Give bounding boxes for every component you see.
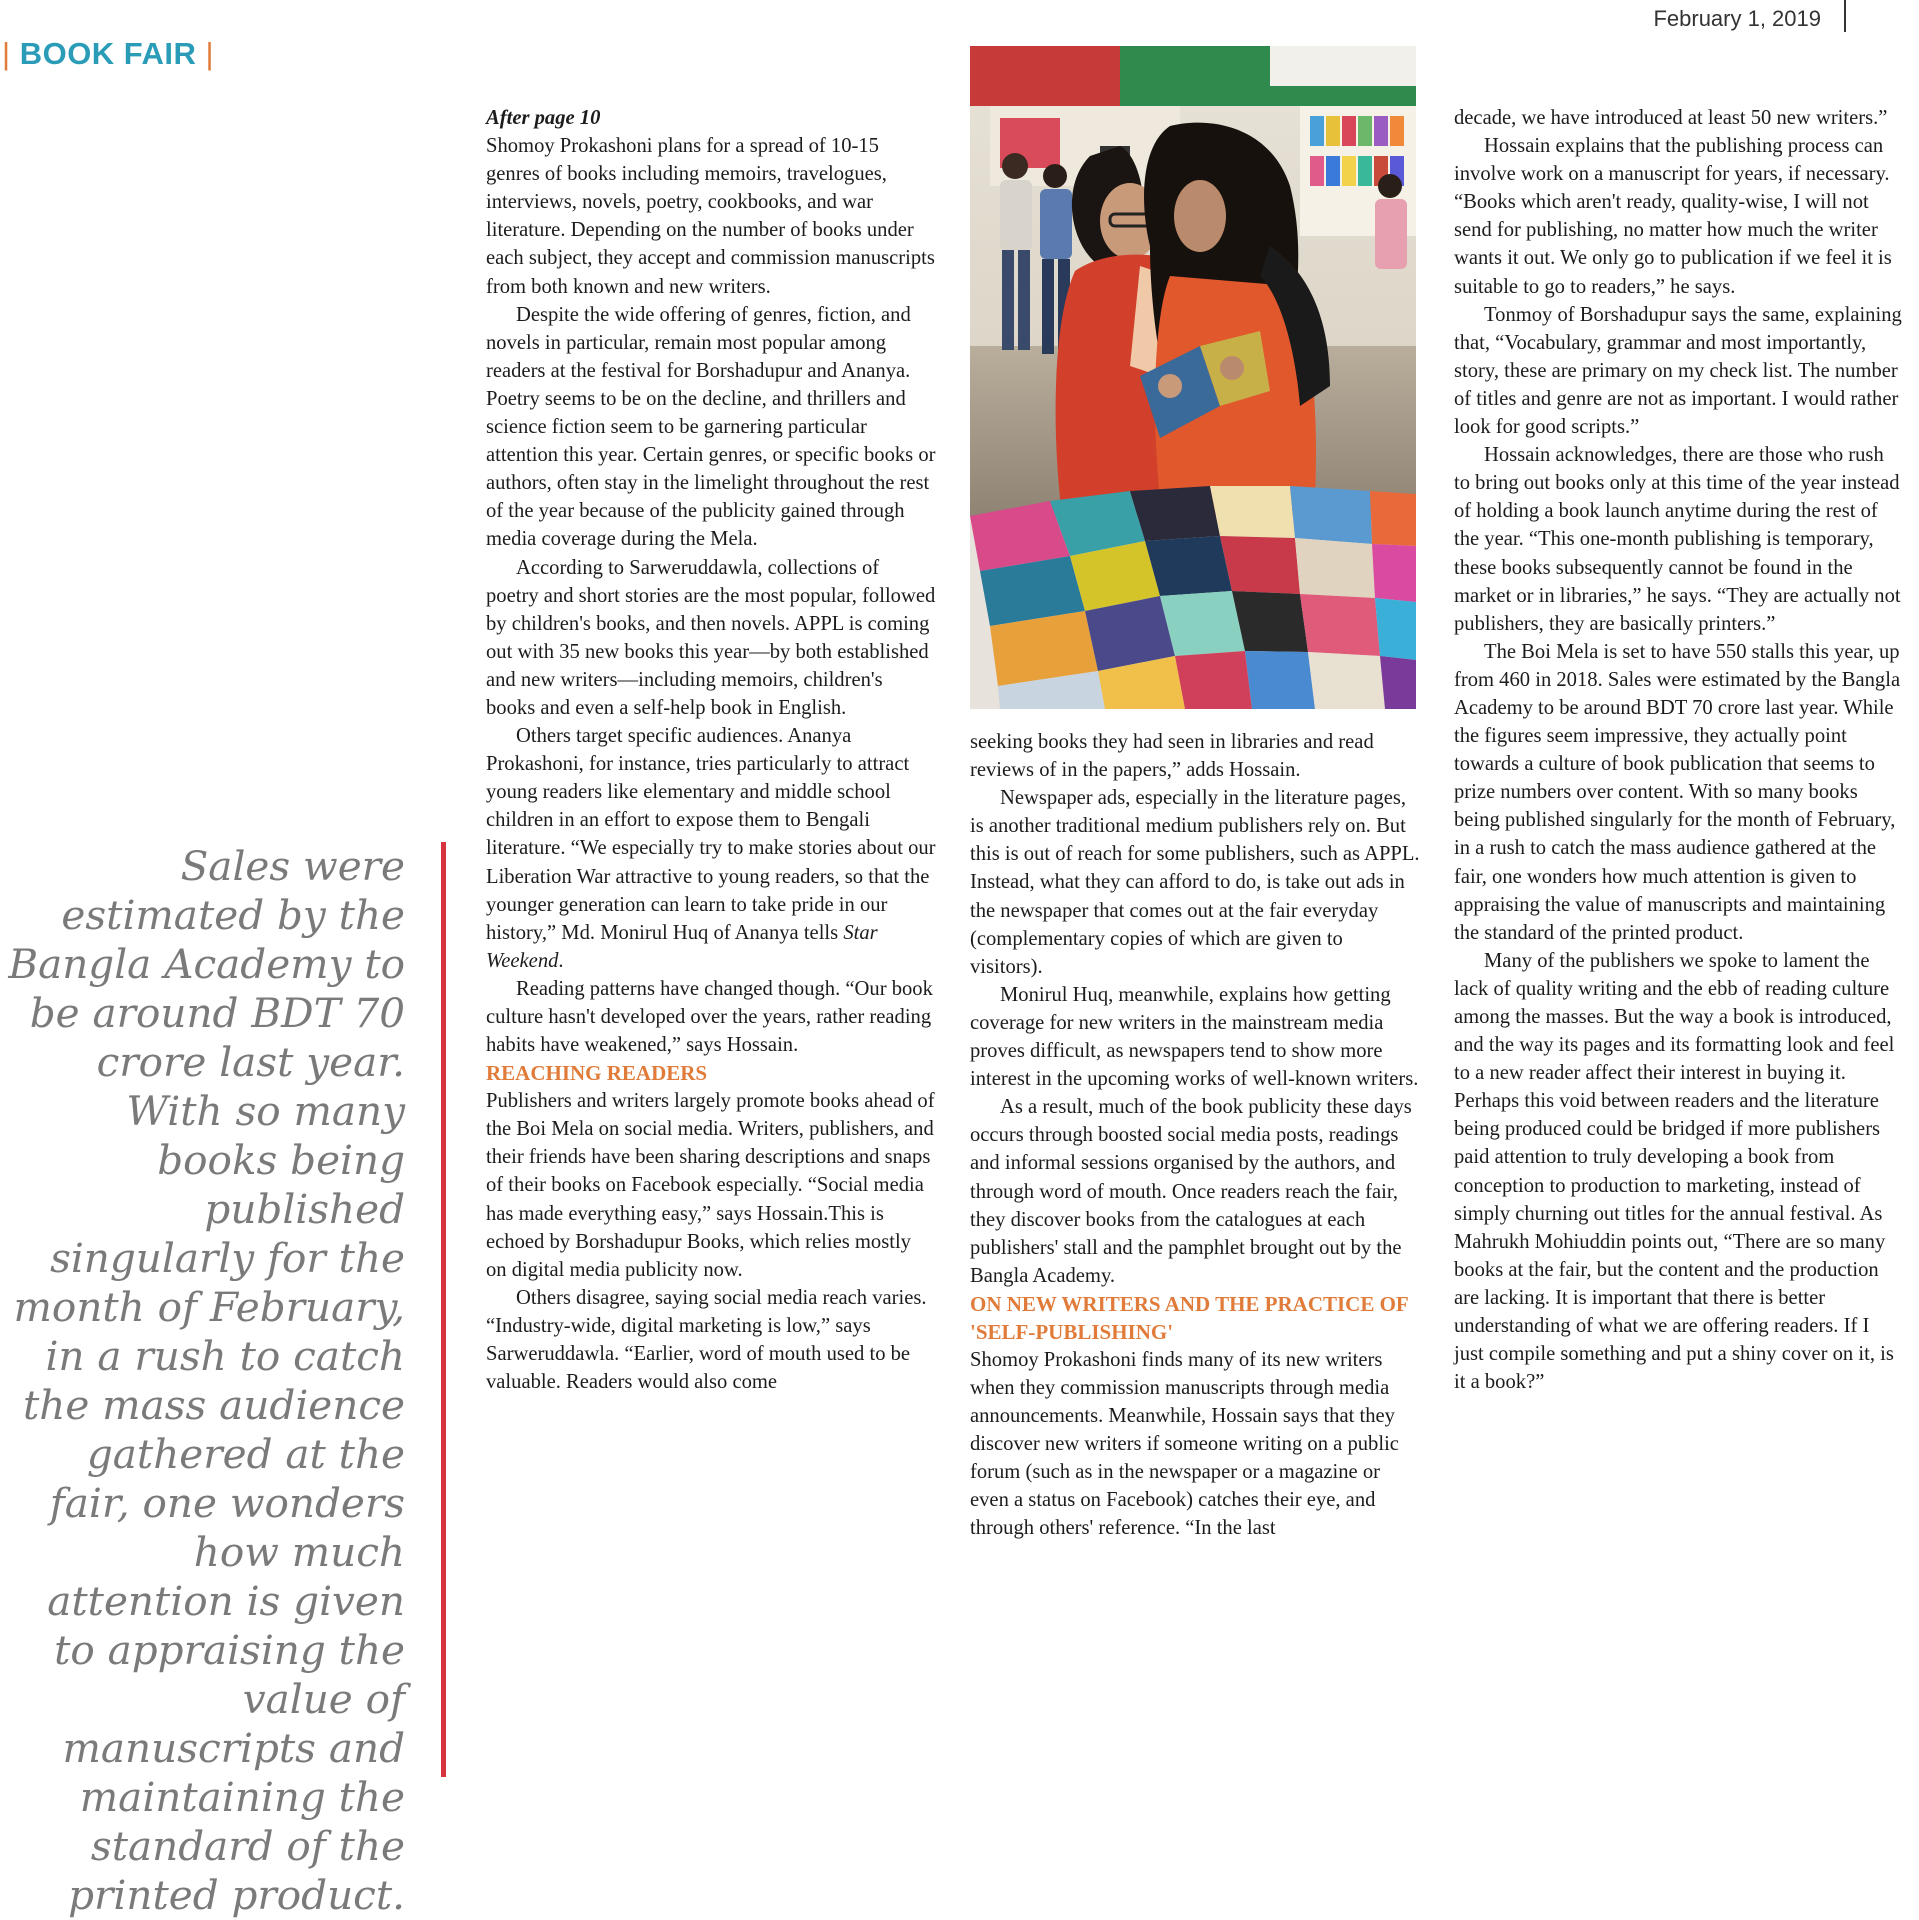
paragraph: Others target specific audiences. Ananya Prokashoni, for instance, tries particularly to attract young readers like elementary and middle school children in an effort to expose them to Bengali literature. “We especially try to make stories about our Liberation War attractive to young readers, so that the younger generation can learn to take pride in our history,” Md. Monirul Huq of Ananya tells Star Weekend. [486, 725, 936, 972]
paragraph-text: Others target specific audiences. Ananya Prokashoni, for instance, tries particularly to attract young readers like elementary and middle school children in an effort to expose them to Bengali literature. “We especially try to make stories about our Liberation War attractive to young readers, so that the younger generation can learn to take pride in our history,” Md. Monirul Huq of Ananya tells [486, 725, 936, 944]
paragraph: Tonmoy of Borshadupur says the same, explaining that, “Vocabulary, grammar and most importantly, story, these are primary on my check list. The number of titles and genre are not as important. I would rather look for good scripts.” [1454, 303, 1902, 439]
paragraph: Newspaper ads, especially in the literature pages, is another traditional medium publishers rely on. But this is out of reach for some publishers, such as APPL. Instead, what they can afford to do, is take out ads in the newspaper that comes out at the fair everyday (complementary copies of which are given to visitors). [970, 787, 1420, 978]
paragraph: Hossain explains that the publishing process can involve work on a manuscript for years, if necessary. “Books which aren't ready, quality-wise, I will not send for publishing, no matter how much the writer wants it out. We only go to publication if we feel it is suitable to go to readers,” he says. [1454, 135, 1892, 298]
issue-date: February 1, 2019 [1653, 6, 1821, 31]
paragraph: Publishers and writers largely promote books ahead of the Boi Mela on social media. Writers, publishers, and their friends have been sharing descriptions and snaps of their books on Facebook especially. “Social media has made everything easy,” says Hossain.This is echoed by Borshadupur Books, which relies mostly on digital media publicity now. [486, 1090, 935, 1281]
section-bar-left: | [2, 36, 11, 71]
table-books [970, 486, 1416, 709]
header-rule [1844, 0, 1846, 32]
article-column-1 [486, 104, 936, 1396]
photo-illustration [970, 46, 1416, 709]
paragraph: Many of the publishers we spoke to lament the lack of quality writing and the ebb of reading culture among the masses. But the way a book is introduced, and the way its pages and its formatting look and feel to a new reader affect their interest in buying it. Perhaps this void between readers and the literature being produced could be bridged if more publishers paid attention to truly developing a book from conception to production to marketing, instead of simply churning out titles for the annual festival. As Mahrukh Mohiuddin points out, “There are so many books at the fair, but the content and the production are lacking. It is important that there is better understanding of what we are offering readers. If I just compile something and put a shiny cover on it, is it a book?” [1454, 949, 1895, 1394]
paragraph: decade, we have introduced at least 50 new writers.” [1454, 107, 1888, 129]
paragraph: Despite the wide offering of genres, fiction, and novels in particular, remain most popular among readers at the festival for Borshadupur and Ananya. Poetry seems to be on the decline, and thrillers and science fiction seem to be garnering particular attention this year. Certain genres, or specific books or authors, often stay in the limelight throughout the rest of the year because of the publicity gained through media coverage during the Mela. [486, 303, 936, 551]
paragraph: Shomoy Prokashoni finds many of its new writers when they commission manuscripts through media announcements. Meanwhile, Hossain says that they discover new writers if someone writing on a public forum (such as in the newspaper or a magazine or even a status on Facebook) catches their eye, and through others' reference. “In the last [970, 1348, 1399, 1540]
article-column-3 [1454, 104, 1904, 1396]
paragraph: Hossain acknowledges, there are those who rush to bring out books only at this time of the year instead of holding a book launch anytime during the rest of the year. “This one-month publishing is temporary, these books subsequently cannot be found in the market or in libraries,” he says. “They are actually not publishers, they are basically printers.” [1454, 444, 1901, 635]
paragraph: Reading patterns have changed though. “Our book culture hasn't developed over the years, rather reading habits have weakened,” says Hossain. [486, 977, 933, 1057]
pull-quote: Sales were estimated by the Bangla Academy to be around BDT 70 crore last year. With so many books being published singularly for the month of February, in a rush to catch the mass audience gathered at the fair, one wonders how much attention is given to appraising the value of manuscripts and maintaining the standard of the printed product. [8, 842, 405, 1919]
section-bar-right: | [205, 36, 215, 71]
paragraph: As a result, much of the book publicity these days occurs through boosted social media posts, readings and informal sessions organised by the authors, and through word of mouth. Once readers reach the fair, they discover books from the catalogues at each publishers' stall and the pamphlet brought out by the Bangla Academy. [970, 1096, 1412, 1287]
section-title: BOOK FAIR [19, 36, 197, 71]
paragraph: Others disagree, saying social media reach varies. “Industry-wide, digital marketing is low,” says Sarweruddawla. “Earlier, word of mouth used to be valuable. Readers would also come [486, 1286, 927, 1394]
subheading-reaching-readers: REACHING READERS [486, 1061, 708, 1086]
pull-quote-rule [441, 842, 446, 1777]
article-column-2 [970, 728, 1420, 1543]
publication-name: Star Weekend [486, 921, 878, 972]
section-tag [2, 36, 214, 72]
paragraph: Monirul Huq, meanwhile, explains how getting coverage for new writers in the mainstream media proves difficult, as newspapers tend to show more interest in the upcoming works of well-known writers. [970, 983, 1419, 1091]
paragraph: seeking books they had seen in libraries and read reviews of in the papers,” adds Hossain. [970, 731, 1374, 782]
subheading-new-writers: ON NEW WRITERS AND THE PRACTICE OF 'SELF-PUBLISHING' [970, 1291, 1408, 1344]
book-fair-photo [970, 46, 1416, 709]
paragraph: The Boi Mela is set to have 550 stalls this year, up from 460 in 2018. Sales were estimated by the Bangla Academy to be around BDT 70 crore last year. While the figures seem impressive, they actually point towards a culture of book publication that seems to prize numbers over content. With so many books being published singularly for the month of February, in a rush to catch the mass audience gathered at the fair, one wonders how much attention is given to appraising the value of manuscripts and maintaining the standard of the printed product. [1454, 640, 1901, 944]
weekend-label [1733, 0, 1821, 2]
paragraph: Shomoy Prokashoni plans for a spread of 10-15 genres of books including memoirs, travelogues, interviews, novels, poetry, cookbooks, and war literature. Depending on the number of books under each subject, they accept and commission manuscripts from both known and new writers. [486, 135, 935, 298]
paragraph: According to Sarweruddawla, collections of poetry and short stories are the most popular, followed by children's books, and then novels. APPL is coming out with 35 new books this year—by both established and new writers—including memoirs, children's books and even a self-help book in English. [486, 556, 936, 719]
jump-line: After page 10 [486, 107, 601, 129]
